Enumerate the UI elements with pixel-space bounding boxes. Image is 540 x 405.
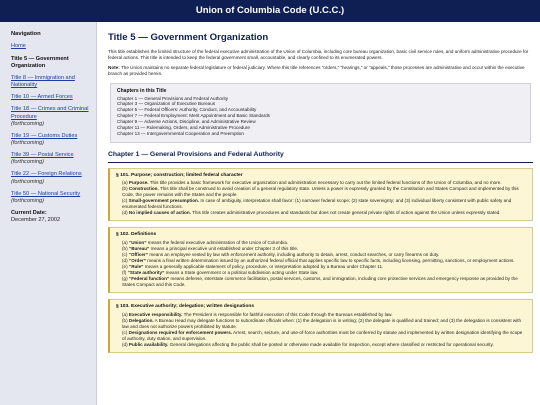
page-title: Title 5 — Government Organization	[108, 32, 269, 43]
paragraph-prefix: (d)	[122, 342, 129, 348]
sidebar-nav-list	[11, 43, 90, 205]
sidebar-item	[11, 106, 90, 127]
paragraph-prefix: (f)	[122, 270, 128, 276]
current-date-label: Current Date:	[11, 210, 47, 217]
paragraph-text: This title creates administrative procedures and standards but does not create general private rights of action against the Union unless expressly stated.	[190, 210, 501, 216]
sidebar-item-note: (forthcoming)	[11, 159, 44, 166]
chapter-heading: Chapter 1 — General Provisions and Federal Authority	[108, 151, 533, 163]
paragraph-text: Arrest, search, seizure, and use-of-force authorities must be conferred by statute and implemented by written designation identifying the scope of authority, duty station, and supervision.	[122, 330, 523, 342]
section-paragraph	[116, 198, 526, 210]
chapter-list-item: Chapter 5 — Federal Officers: Authority, Conduct, and Accountability	[117, 107, 257, 113]
sidebar-item	[11, 171, 90, 185]
paragraph-text: General delegations affecting the public shall be posted or otherwise made available for inspection, except where classified or restricted for operational security.	[168, 342, 494, 348]
paragraph-term: “Rule”	[128, 264, 144, 270]
sidebar-item-note: (forthcoming)	[11, 178, 44, 185]
sections-list	[108, 168, 533, 354]
paragraph-text: means the federal executive administration of the Union of Columbia.	[146, 239, 289, 245]
sidebar-link[interactable]: Title 10 — Armed Forces	[11, 94, 73, 101]
note-label: Note:	[108, 64, 120, 70]
chapter-list-item: Chapter 3 — Organization of Executive Bureaus	[117, 101, 216, 107]
sidebar-item	[11, 133, 90, 147]
sidebar-item	[11, 75, 90, 89]
paragraph-text: In case of ambiguity, interpretation shall favor: (1) narrower federal scope; (2) state sovereignty; and (3) individual liberty consistent with public safety and enumerated federal functions.	[122, 198, 512, 210]
section-paragraph	[116, 276, 526, 288]
paragraph-prefix: (b)	[122, 186, 129, 192]
site-header	[0, 0, 540, 22]
section-title: § 101. Purpose; construction; limited federal character	[116, 172, 243, 178]
paragraph-term: Executive responsibility.	[128, 311, 183, 317]
chapter-list-item: Chapter 9 — Adverse Actions, Discipline, and Administrative Review	[117, 119, 256, 124]
section-box	[108, 299, 533, 353]
section-title: § 102. Definitions	[116, 232, 157, 238]
section-paragraph	[116, 210, 526, 216]
sidebar-active-item: Title 5 — Government Organization	[11, 55, 69, 69]
main-content	[108, 22, 533, 405]
paragraph-term: “State authority”	[127, 270, 165, 276]
paragraph-term: Construction.	[128, 186, 159, 192]
paragraph-term: Public availability.	[128, 342, 169, 348]
section-title: § 103. Executive authority; delegation; written designations	[116, 304, 255, 310]
sidebar-item	[11, 152, 90, 166]
paragraph-text: means an employee vested by law with enforcement authority, including authority to detain, arrest, conduct searches, or carry firearms on duty.	[148, 252, 440, 258]
paragraph-prefix: (c)	[122, 252, 129, 258]
sidebar-item	[11, 56, 90, 70]
paragraph-prefix: (g)	[122, 276, 129, 282]
paragraph-prefix: (b)	[122, 245, 129, 251]
intro-paragraph: This title establishes the limited structure of the federal executive administration of the Union of Columbia, including core bureau organization, basic civil service rules, and uniform administrative procedure for federal actions. This title is intended to keep the federal government small, accountable, and clearly confined to its enumerated powers.	[108, 48, 529, 60]
paragraph-prefix: (c)	[122, 198, 129, 204]
sidebar-heading: Navigation	[11, 31, 41, 37]
paragraph-prefix: (c)	[122, 330, 129, 336]
paragraph-term: “Bureau”	[128, 245, 150, 251]
chapter-list-item: Chapter 7 — Federal Employment: Merit Appointment and Basic Standards	[117, 113, 270, 119]
note-text: The Union maintains no separate federal legislature or federal judiciary. Where this title references “orders,” “hearings,” or “appeals,” those processes are administrative and occur within the executive branch as provided herein.	[108, 64, 525, 76]
sidebar-item	[11, 43, 90, 50]
paragraph-text: means a final written determination issued by an authorized federal official that applies specific law to specific facts, including licensing, permitting, sanctions, or employment actions.	[146, 258, 515, 264]
sidebar	[0, 22, 97, 405]
current-date-value: December 27, 2002	[11, 217, 61, 224]
paragraph-text: This title provides a basic framework for executive organization and administration necessary to carry out the limited federal functions of the Union of Columbia, and no more.	[148, 180, 502, 186]
note-paragraph	[108, 65, 533, 77]
sidebar-item-note: (forthcoming)	[11, 139, 44, 146]
section-box	[108, 168, 533, 222]
paragraph-term: Delegation.	[128, 317, 154, 323]
sidebar-link[interactable]: Home	[11, 43, 26, 50]
sidebar-link[interactable]: Title 22 — Foreign Relations	[11, 171, 82, 178]
paragraph-prefix: (e)	[122, 264, 129, 270]
paragraph-term: Designations required for enforcement powers.	[128, 330, 233, 336]
chapters-box-title: Chapters in this Title	[117, 87, 167, 94]
sidebar-item	[11, 94, 90, 101]
sidebar-link[interactable]: Title 39 — Postal Service	[11, 152, 74, 159]
paragraph-text: This title shall be construed to avoid creation of a general regulatory state. Unless a power is expressly granted by the Constitution and States Compact and implemented by this Code, the power remains with the States and the people.	[122, 186, 519, 198]
chapters-box	[110, 83, 531, 143]
section-paragraph	[116, 342, 526, 348]
sidebar-link[interactable]: Title 50 — National Security	[11, 190, 81, 197]
sidebar-link[interactable]: Title 18 — Crimes and Criminal Procedure	[11, 106, 89, 120]
paragraph-term: Small-government presumption.	[128, 198, 200, 204]
paragraph-text: means a generally applicable statement of policy, procedure, or interpretation adopted by a Bureau under Chapter 11.	[143, 264, 384, 270]
paragraph-term: “Officer”	[128, 252, 149, 258]
chapter-list-item: Chapter 1 — General Provisions and Federal Authority	[117, 95, 229, 101]
paragraph-text: means a State government or a political subdivision acting under State law.	[164, 270, 319, 276]
sidebar-item-note: (forthcoming)	[11, 120, 44, 127]
paragraph-prefix: (a)	[122, 311, 129, 317]
chapter-list-item: Chapter 13 — Intergovernmental Cooperation and Preemption	[117, 130, 244, 136]
sidebar-link[interactable]: Title 19 — Customs Duties	[11, 132, 78, 139]
paragraph-text: means defense, interstate commerce facilitation, postal services, customs, and immigration, including core protective services and emergency response as provided by the States Compact and this Code.	[122, 276, 518, 288]
chapters-list	[117, 96, 524, 137]
site-title: Union of Columbia Code (U.C.C.)	[195, 5, 345, 16]
paragraph-prefix: (a)	[122, 180, 129, 186]
paragraph-term: “Union”	[128, 239, 147, 245]
paragraph-prefix: (d)	[122, 258, 129, 264]
section-box	[108, 227, 533, 293]
section-paragraph	[116, 186, 526, 198]
paragraph-prefix: (b)	[122, 317, 129, 323]
paragraph-prefix: (d)	[122, 210, 129, 216]
paragraph-term: “Federal function”	[128, 276, 170, 282]
section-paragraph	[116, 330, 526, 342]
sidebar-item-note: (forthcoming)	[11, 197, 44, 204]
paragraph-text: A Bureau Head may delegate functions to subordinate officials when: (1) the delegation is in writing; (2) the delegate is qualified and trained; and (3) the delegation is consistent with law and does not authorize powers prohibited by statute.	[122, 317, 522, 329]
sidebar-item	[11, 191, 90, 205]
paragraph-term: “Order”	[128, 258, 146, 264]
chapter-list-item: Chapter 11 — Rulemaking, Orders, and Administrative Procedure	[117, 124, 250, 130]
sidebar-link[interactable]: Title 8 — Immigration and Nationality	[11, 74, 75, 89]
paragraph-prefix: (a)	[122, 239, 129, 245]
paragraph-text: means a principal executive unit established under Chapter 3 of this title.	[149, 245, 299, 251]
paragraph-term: No implied causes of action.	[128, 210, 191, 216]
paragraph-term: Purpose.	[128, 180, 149, 186]
paragraph-text: The President is responsible for faithful execution of this Code through the Bureaus established by law.	[182, 311, 393, 317]
section-paragraph	[116, 318, 526, 330]
